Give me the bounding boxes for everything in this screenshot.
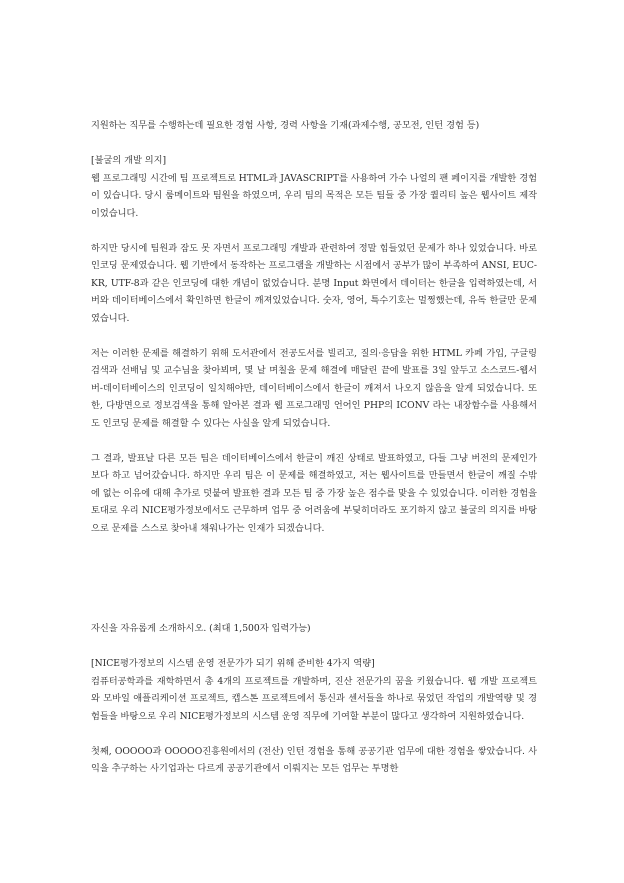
section-experience xyxy=(91,117,537,537)
experience-paragraph-1: 웹 프로그래밍 시간에 팀 프로젝트로 HTML과 JAVASCRIPT를 사용하여 가수 나얼의 팬 페이지를 개발한 경험이 있습니다. 당시 룸메이트와 팀원을 하였으며, 우리 팀의 목적은 모든 팀들 중 가장 퀄리티 높은 웹사이트 제작이었습니다. xyxy=(91,172,537,219)
experience-heading: [불굴의 개발 의지] xyxy=(91,155,167,166)
section-self-introduction xyxy=(91,620,537,778)
experience-paragraph-4: 그 결과, 발표날 다른 모든 팀은 데이터베이스에서 한글이 깨진 상태로 발표하였고, 다들 그냥 버전의 문제인가보다 하고 넘어갔습니다. 하지만 우리 팀은 이 문제를 해결하였고, 저는 웹사이트를 만들면서 한글이 깨질 수밖에 없는 이유에 대해 추가로 덧붙여 발표한 결과 모든 팀 중 가장 높은 점수를 맞을 수 있었습니다. 이러한 경험을 토대로 우리 NICE평가정보에서도 근무하며 업무 중 어려움에 부딪히더라도 포기하지 않고 불굴의 의지를 바탕으로 문제를 스스로 찾아내 채워나가는 인재가 되겠습니다. xyxy=(91,452,537,534)
self-intro-paragraph-2: 첫째, OOOOO과 OOOOO진흥원에서의 (전산) 인턴 경험을 통해 공공기관 업무에 대한 경험을 쌓았습니다. 사익을 추구하는 사기업과는 다르게 공공기관에서 이뤄지는 모든 업무는 투명한 xyxy=(91,745,537,774)
experience-prompt: 지원하는 직무를 수행하는데 필요한 경험 사항, 경력 사항을 기재(과제수행, 공모전, 인턴 경험 등) xyxy=(91,120,480,131)
experience-paragraph-2: 하지만 당시에 팀원과 잠도 못 자면서 프로그래밍 개발과 관련하여 정말 힘들었던 문제가 하나 있었습니다. 바로 인코딩 문제였습니다. 웹 기반에서 동작하는 프로그램을 개발하는 시점에서 공부가 많이 부족하여 ANSI, EUC-KR, UTF-8과 같은 인코딩에 대한 개념이 없었습니다. 분명 Input 화면에서 데이터는 한글을 입력하였는데, 서버와 데이터베이스에서 확인하면 한글이 깨져있었습니다. 숫자, 영어, 특수기호는 멀쩡했는데, 유독 한글만 문제였습니다. xyxy=(91,242,537,324)
self-intro-paragraph-1: 컴퓨터공학과를 재학하면서 총 4개의 프로젝트를 개발하며, 진산 전문가의 꿈을 키웠습니다. 웹 개발 프로젝트와 모바일 애플리케이션 프로젝트, 캡스톤 프로젝트에서 통신과 센서들을 하나로 묶었던 작업의 개발역량 및 경험들을 바탕으로 우리 NICE평가정보의 시스템 운영 직무에 기여할 부분이 많다고 생각하여 지원하였습니다. xyxy=(91,675,537,722)
experience-paragraph-3: 저는 이러한 문제를 해결하기 위해 도서관에서 전공도서를 빌리고, 질의·응답을 위한 HTML 카페 가입, 구글링 검색과 선배님 및 교수님을 찾아뵈며, 몇 날 며칠을 문제 해결에 매달린 끝에 발표를 3일 앞두고 소스코드-웹서버-데이터베이스의 인코딩이 일치해야만, 데이터베이스에서 한글이 깨져서 나오지 않음을 알게 되었습니다. 또한, 다방면으로 정보검색을 통해 알아본 결과 웹 프로그래밍 언어인 PHP의 ICONV 라는 내장함수를 사용해서도 인코딩 문제를 해결할 수 있다는 사실을 알게 되었습니다. xyxy=(91,347,537,429)
self-intro-prompt: 자신을 자유롭게 소개하시오. (최대 1,500자 입력가능) xyxy=(91,623,311,634)
self-intro-heading: [NICE평가정보의 시스템 운영 전문가가 되기 위해 준비한 4가지 역량] xyxy=(91,658,375,669)
